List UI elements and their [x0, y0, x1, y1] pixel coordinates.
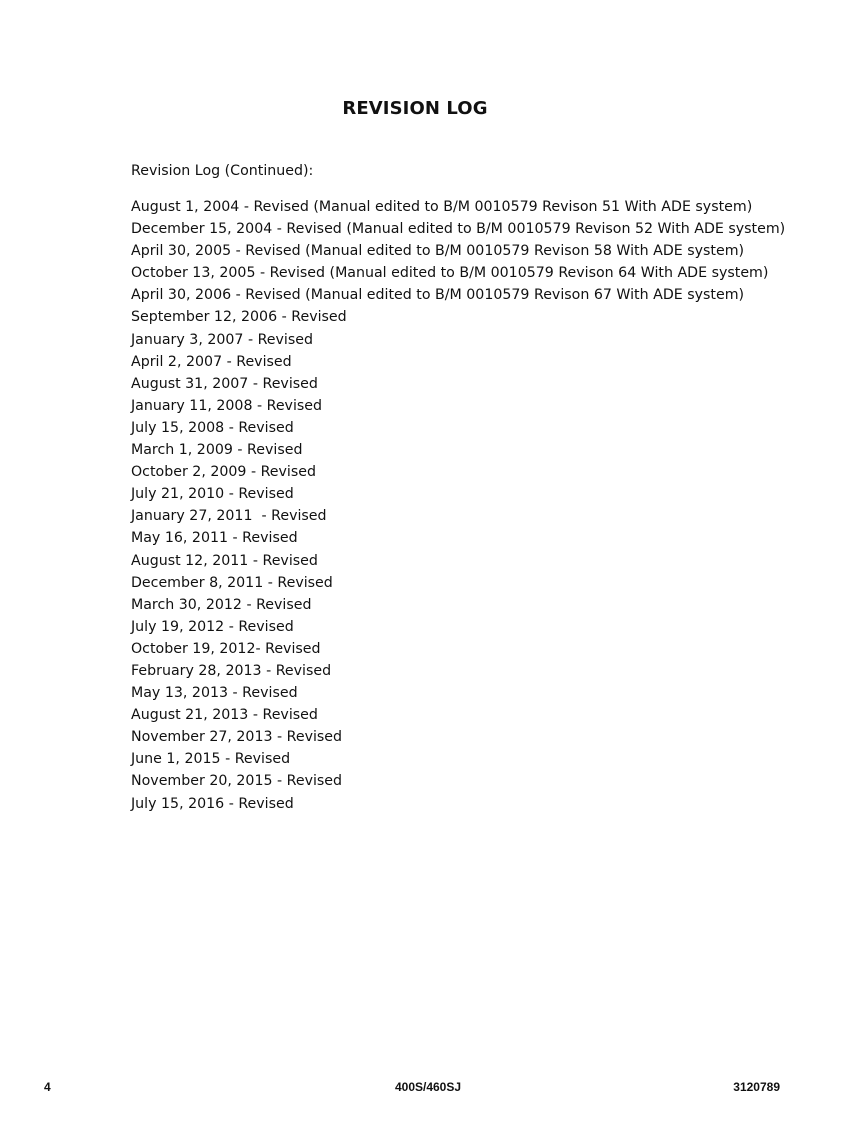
revision-entry: July 21, 2010 - Revised [131, 486, 294, 503]
revision-entry: March 30, 2012 - Revised [131, 596, 312, 613]
revision-entry: August 1, 2004 - Revised (Manual edited to B/M 0010579 Revison 51 With ADE system) [131, 199, 753, 215]
revision-entry: January 11, 2008 - Revised [131, 397, 323, 414]
revision-entry: October 2, 2009 - Revised [131, 464, 316, 481]
revision-entry: May 16, 2011 - Revised [131, 530, 298, 547]
revision-entry: January 3, 2007 - Revised [131, 331, 313, 348]
revision-list [131, 196, 785, 815]
revision-entry: August 31, 2007 - Revised [131, 375, 318, 392]
revision-entry: July 15, 2016 - Revised [131, 795, 294, 812]
revision-entry: November 20, 2015 - Revised [131, 773, 343, 790]
footer-page-number: 4 [44, 1080, 51, 1094]
revision-entry: April 2, 2007 - Revised [131, 353, 292, 370]
page-title: REVISION LOG [342, 98, 488, 119]
revision-entry: December 15, 2004 - Revised (Manual edited to B/M 0010579 Revison 52 With ADE system) [131, 221, 786, 238]
revision-entry: July 19, 2012 - Revised [131, 618, 294, 635]
revision-entry: November 27, 2013 - Revised [131, 729, 343, 746]
revision-entry: April 30, 2006 - Revised (Manual edited to B/M 0010579 Revison 67 With ADE system) [131, 287, 745, 304]
footer-model: 400S/460SJ [394, 1080, 462, 1094]
revision-entry: March 1, 2009 - Revised [131, 442, 303, 459]
revision-entry: August 21, 2013 - Revised [131, 707, 318, 724]
revision-entry: August 12, 2011 - Revised [131, 552, 318, 569]
revision-entry: October 19, 2012- Revised [131, 640, 321, 657]
revision-entry: January 27, 2011 - Revised [131, 508, 327, 525]
revision-entry: September 12, 2006 - Revised [131, 309, 347, 326]
revision-entry: May 13, 2013 - Revised [131, 685, 298, 702]
section-subtitle: Revision Log (Continued): [131, 163, 314, 179]
revision-entry: June 1, 2015 - Revised [131, 751, 291, 768]
footer-doc-number: 3120789 [733, 1080, 780, 1094]
revision-entry: October 13, 2005 - Revised (Manual edited to B/M 0010579 Revison 64 With ADE system) [131, 265, 769, 282]
revision-entry: July 15, 2008 - Revised [131, 419, 294, 436]
revision-entry: February 28, 2013 - Revised [131, 662, 332, 679]
revision-entry: December 8, 2011 - Revised [131, 574, 333, 591]
revision-entry: April 30, 2005 - Revised (Manual edited to B/M 0010579 Revison 58 With ADE system) [131, 243, 745, 260]
